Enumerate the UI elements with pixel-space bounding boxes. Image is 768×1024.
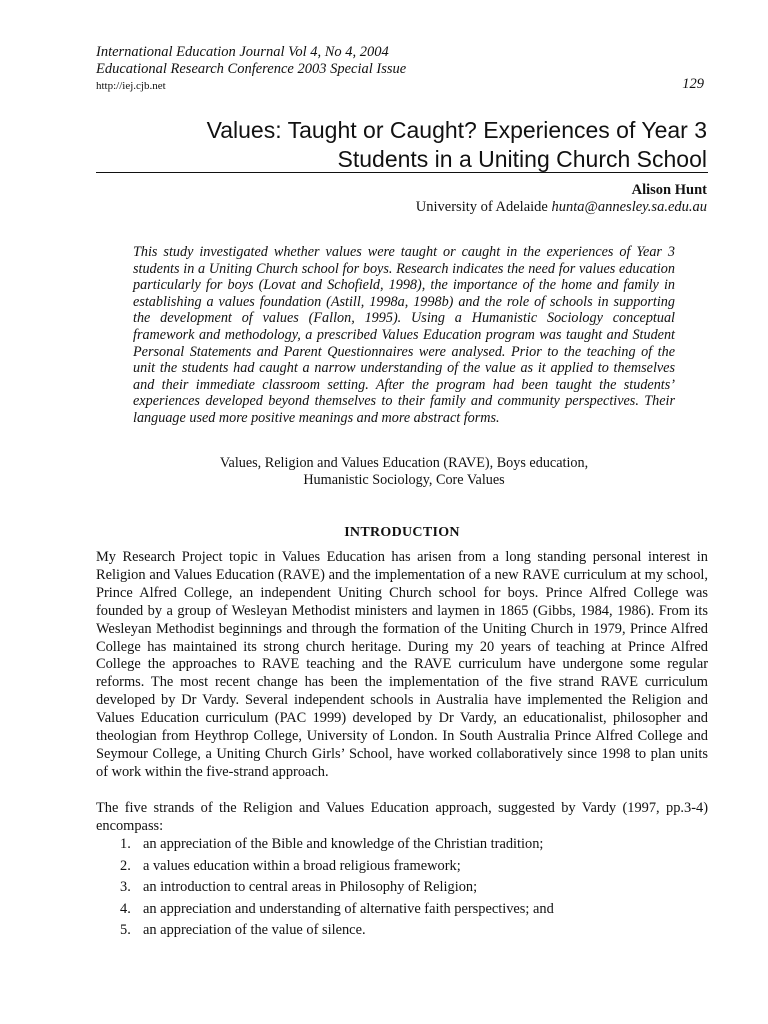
title-line-1: Values: Taught or Caught? Experiences of Year 3 <box>206 117 707 143</box>
list-item <box>96 856 708 878</box>
page-number: 129 <box>682 76 704 92</box>
abstract: This study investigated whether values were taught or caught in the experiences of Year 3 students in a Uniting Church school for boys. Research indicates the need for values education particularly for boys (Lovat and Schofield, 1998), the importance of the home and family in establishing a values foundation (Astill, 1998a, 1998b) and the role of schools in supporting the development of values (Fallon, 1995). Using a Humanistic Sociology conceptual framework and methodology, a prescribed Values Education program was taught and Student Personal Statements and Parent Questionnaires were analysed. Prior to the teaching of the unit the students had caught a narrow understanding of the value as it applied to themselves and their immediate classroom setting. After the program had been taught the students’ experiences developed beyond themselves to their family and community perspectives. Their language used more positive meanings and more abstract forms. <box>133 244 675 426</box>
author-email[interactable]: hunta@annesley.sa.edu.au <box>551 199 707 215</box>
keywords-line-2: Humanistic Sociology, Core Values <box>303 471 505 488</box>
conference-name: Educational Research Conference 2003 Special Issue <box>96 61 407 77</box>
author-name: Alison Hunt <box>631 182 707 198</box>
list-item-text: an appreciation and understanding of alternative faith perspectives; and <box>143 900 554 917</box>
list-item-text: an introduction to central areas in Philosophy of Religion; <box>143 879 478 895</box>
title-divider <box>96 172 708 173</box>
list-item-number: 2. <box>120 857 131 874</box>
keywords <box>133 455 675 488</box>
list-item-text: an appreciation of the Bible and knowledge of the Christian tradition; <box>143 836 544 852</box>
list-item-number: 1. <box>120 836 131 852</box>
introduction-heading: INTRODUCTION <box>344 525 460 540</box>
list-item-number: 5. <box>120 922 131 938</box>
title-line-2: Students in a Uniting Church School <box>337 146 707 172</box>
list-item <box>96 920 708 942</box>
author-affiliation-line <box>416 199 707 216</box>
paper-title <box>96 116 707 174</box>
author-affiliation: University of Adelaide <box>415 199 548 215</box>
journal-url[interactable]: http://iej.cjb.net <box>96 80 166 92</box>
list-item-number: 3. <box>120 879 131 895</box>
list-item <box>96 834 708 856</box>
list-item-number: 4. <box>120 900 131 917</box>
five-strands-list <box>96 834 708 942</box>
journal-name: International Education Journal Vol 4, No 4, 2004 <box>96 44 389 60</box>
introduction-paragraph-2: The five strands of the Religion and Values Education approach, suggested by Vardy (1997, pp.3-4) encompass: <box>96 800 708 834</box>
keywords-line-1: Values, Religion and Values Education (RAVE), Boys education, <box>219 455 589 471</box>
list-item-text: a values education within a broad religious framework; <box>143 857 461 874</box>
introduction-paragraph-1: My Research Project topic in Values Education has arisen from a long standing personal interest in Religion and Values Education (RAVE) and the implementation of a new RAVE curriculum at my school, Prince Alfred College, an independent Uniting Church school for boys. Prince Alfred College was founded by a group of Wesleyan Methodist ministers and laymen in 1865 (Gibbs, 1984, 1986). From its Wesleyan Methodist beginnings and through the formation of the Uniting Church in 1979, Prince Alfred College has maintained its strong church heritage. During my 20 years of teaching at Prince Alfred College the approaches to RAVE teaching and the RAVE curriculum have undergone some regular reforms. The most recent change has been the implementation of the five strand RAVE curriculum developed by Dr Vardy. Several independent schools in Australia have implemented the Religion and Values Education curriculum (PAC 1999) developed by Dr Vardy, an educationalist, philosopher and theologian from Heythrop College, University of London. In South Australia Prince Alfred College and Seymour College, a Uniting Church Girls’ School, have worked collaboratively since 1998 to plan units of work within the five-strand approach. <box>96 549 708 780</box>
list-item-text: an appreciation of the value of silence. <box>143 922 366 938</box>
list-item <box>96 877 708 899</box>
list-item <box>96 899 708 921</box>
